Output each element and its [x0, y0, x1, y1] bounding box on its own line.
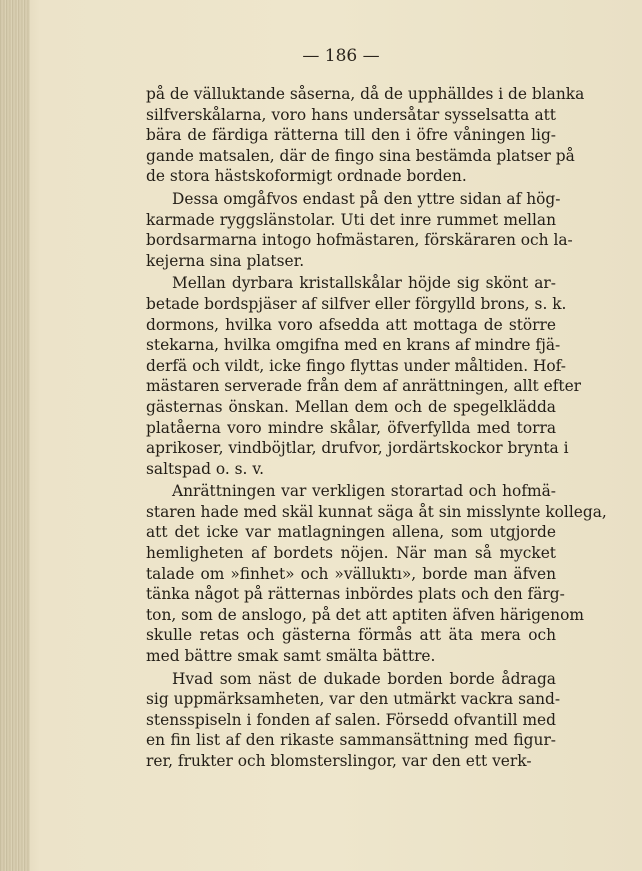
- text-line: betade bordspjäser af silfver eller förgylld brons, s. k.: [146, 294, 567, 313]
- text-line: dormons, hvilka voro afsedda att mottaga de större: [146, 315, 556, 334]
- text-line: staren hade med skäl kunnat säga åt sin misslynte kollega,: [146, 502, 607, 521]
- text-line: ton, som de anslogo, på det att aptiten äfven härigenom: [146, 605, 584, 624]
- paragraph: [146, 84, 585, 187]
- paragraph: [146, 481, 607, 666]
- text-line: silfverskålarna, voro hans undersåtar sysselsatta att: [146, 105, 556, 124]
- text-line: hemligheten af bordets nöjen. När man så mycket: [146, 544, 556, 563]
- text-line: Mellan dyrbara kristallskålar höjde sig skönt ar-: [172, 274, 556, 293]
- text-line: på de välluktande såserna, då de upphälldes i de blanka: [146, 85, 585, 103]
- paragraph: [146, 273, 582, 479]
- text-line: att det icke var matlagningen allena, som utgjorde: [146, 523, 556, 542]
- text-line: Hvad som näst de dukade borden borde ådraga: [172, 669, 556, 688]
- text-line: de stora hästskoformigt ordnade borden.: [146, 167, 467, 186]
- text-line: rer, frukter och blomsterslingor, var den ett verk-: [146, 752, 532, 770]
- text-line: aprikoser, vindböjtlar, drufvor, jordärtskockor brynta i: [146, 439, 569, 458]
- text-line: tänka något på rätternas inbördes plats och den färg-: [146, 585, 565, 604]
- page-number: — 186 —: [302, 46, 380, 66]
- text-line: platåerna voro mindre skålar, öfverfyllda med torra: [146, 418, 556, 437]
- text-line: karmade ryggslänstolar. Uti det inre rummet mellan: [146, 210, 556, 229]
- text-line: talade om »finhet» och »välluktı», borde man äfven: [146, 564, 556, 583]
- text-line: mästaren serverade från dem af anrättningen, allt efter: [146, 377, 582, 396]
- text-line: Anrättningen var verkligen storartad och hofmä-: [172, 482, 556, 501]
- text-line: skulle retas och gästerna förmås att äta mera och: [146, 626, 556, 645]
- body-text: [146, 84, 607, 772]
- text-line: sig uppmärksamheten, var den utmärkt vackra sand-: [146, 690, 561, 709]
- text-line: bordsarmarna intogo hofmästaren, förskäraren och la-: [146, 231, 573, 250]
- paragraph: [146, 669, 561, 772]
- text-line: gande matsalen, där de fingo sina bestämda platser på: [146, 146, 575, 165]
- text-line: derfä och vildt, icke fingo flyttas under måltiden. Hof-: [146, 356, 567, 375]
- page-edge-shadow: [0, 0, 30, 871]
- text-line: bära de färdiga rätterna till den i öfre våningen lig-: [146, 126, 556, 145]
- text-line: stensspiseln i fonden af salen. Försedd ofvantill med: [146, 710, 556, 729]
- text-line: med bättre smak samt smälta bättre.: [146, 647, 436, 666]
- text-line: en fin list af den rikaste sammansättning med figur-: [146, 731, 556, 750]
- text-line: saltspad o. s. v.: [146, 459, 265, 478]
- text-line: gästernas önskan. Mellan dem och de spegelklädda: [146, 397, 556, 416]
- paragraph: [146, 189, 573, 271]
- text-line: Dessa omgåfvos endast på den yttre sidan af hög-: [172, 189, 561, 208]
- text-line: stekarna, hvilka omgifna med en krans af mindre fjä-: [146, 336, 561, 355]
- text-line: kejerna sina platser.: [146, 251, 305, 270]
